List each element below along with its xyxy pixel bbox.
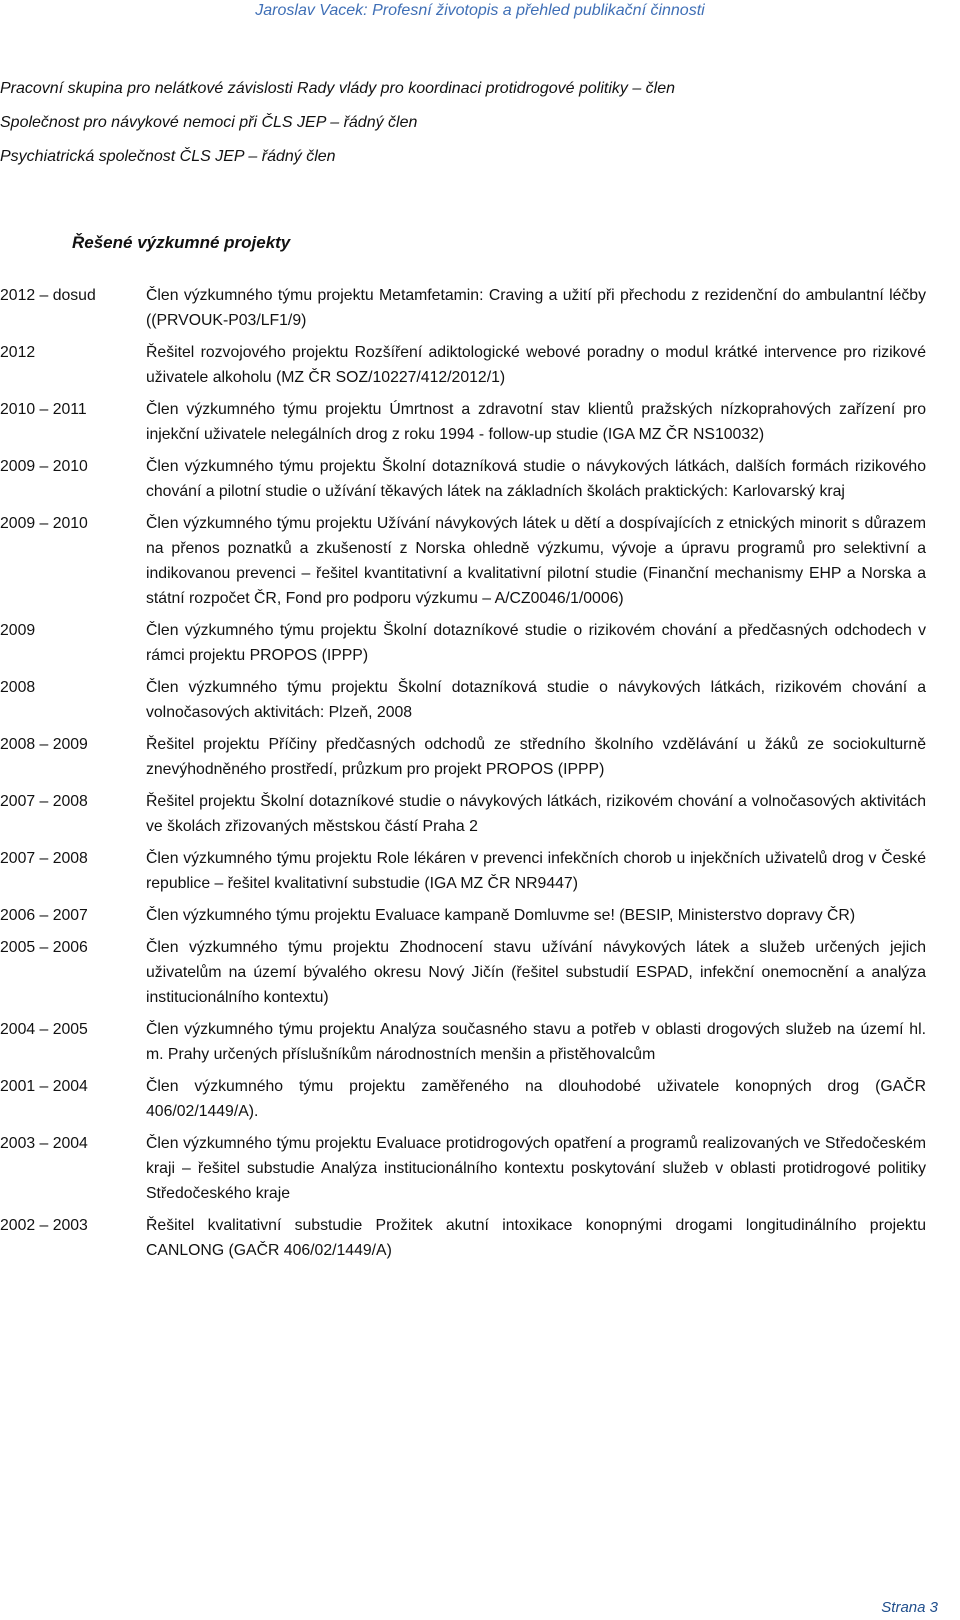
project-years: 2001 – 2004 bbox=[0, 1078, 88, 1095]
project-entry bbox=[0, 732, 960, 782]
project-description: Člen výzkumného týmu projektu Evaluace protidrogových opatření a programů realizovaných ve Středočeském kraji – řešitel substudie Analýza institucionálního kontextu poskytování služeb v oblasti protidrogové politiky Středočeského kraje bbox=[146, 1135, 926, 1202]
project-entry bbox=[0, 1017, 960, 1067]
project-years: 2006 – 2007 bbox=[0, 907, 88, 924]
project-description: Řešitel kvalitativní substudie Prožitek akutní intoxikace konopnými drogami longitudinálního projektu CANLONG (GAČR 406/02/1449/A) bbox=[146, 1217, 926, 1259]
project-years: 2012 – dosud bbox=[0, 287, 96, 304]
page-number: Strana 3 bbox=[881, 1599, 938, 1616]
project-description: Člen výzkumného týmu projektu Zhodnocení stavu užívání návykových látek a služeb určených jejich uživatelům na území bývalého okresu Nový Jičín (řešitel substudií ESPAD, infekční onemocnění a analýza institucionálního kontextu) bbox=[146, 939, 926, 1006]
membership-item: Pracovní skupina pro nelátkové závislosti Rady vlády pro koordinaci protidrogové politiky – člen bbox=[0, 80, 676, 97]
project-description: Člen výzkumného týmu projektu Školní dotazníková studie o návykových látkách, rizikovém chování a volnočasových aktivitách: Plzeň, 2008 bbox=[146, 679, 926, 721]
project-years: 2002 – 2003 bbox=[0, 1217, 88, 1234]
project-entry bbox=[0, 1131, 960, 1206]
project-years: 2004 – 2005 bbox=[0, 1021, 88, 1038]
project-years: 2009 – 2010 bbox=[0, 458, 88, 475]
project-years: 2009 – 2010 bbox=[0, 515, 88, 532]
project-entry bbox=[0, 935, 960, 1010]
page-header: Jaroslav Vacek: Profesní životopis a přehled publikační činnosti bbox=[255, 2, 705, 19]
project-entry bbox=[0, 454, 960, 504]
project-entry bbox=[0, 1213, 960, 1263]
project-years: 2008 bbox=[0, 679, 36, 696]
project-years: 2007 – 2008 bbox=[0, 793, 88, 810]
project-description: Člen výzkumného týmu projektu Analýza současného stavu a potřeb v oblasti drogových služeb na území hl. m. Prahy určených příslušníkům národnostních menšin a přistěhovalcům bbox=[146, 1021, 926, 1063]
project-description: Člen výzkumného týmu projektu Evaluace kampaně Domluvme se! (BESIP, Ministerstvo dopravy ČR) bbox=[146, 907, 856, 924]
project-years: 2005 – 2006 bbox=[0, 939, 88, 956]
project-entry bbox=[0, 1074, 960, 1124]
project-description: Člen výzkumného týmu projektu Školní dotazníková studie o návykových látkách, dalších formách rizikového chování a pilotní studie o užívání těkavých látek na základních školách praktických: Karlovarský kraj bbox=[146, 458, 926, 500]
project-entry bbox=[0, 618, 960, 668]
project-entry bbox=[0, 283, 960, 333]
project-description: Řešitel projektu Příčiny předčasných odchodů ze středního školního vzdělávání u žáků ze sociokulturně znevýhodněného prostředí, průzkum pro projekt PROPOS (IPPP) bbox=[146, 736, 926, 778]
project-entry bbox=[0, 675, 960, 725]
section-title: Řešené výzkumné projekty bbox=[72, 233, 291, 252]
project-entry bbox=[0, 397, 960, 447]
project-years: 2009 bbox=[0, 622, 36, 639]
project-entry bbox=[0, 903, 960, 928]
project-years: 2003 – 2004 bbox=[0, 1135, 88, 1152]
membership-item: Společnost pro návykové nemoci při ČLS JEP – řádný člen bbox=[0, 114, 418, 131]
project-entry bbox=[0, 511, 960, 611]
project-description: Člen výzkumného týmu projektu Metamfetamin: Craving a užití při přechodu z rezidenční do ambulantní léčby ((PRVOUK-P03/LF1/9) bbox=[146, 287, 926, 329]
project-description: Řešitel rozvojového projektu Rozšíření adiktologické webové poradny o modul krátké intervence pro rizikové uživatele alkoholu (MZ ČR SOZ/10227/412/2012/1) bbox=[146, 344, 926, 386]
project-description: Člen výzkumného týmu projektu Školní dotazníkové studie o rizikovém chování a předčasných odchodech v rámci projektu PROPOS (IPPP) bbox=[146, 622, 926, 664]
project-years: 2008 – 2009 bbox=[0, 736, 88, 753]
project-entry bbox=[0, 846, 960, 896]
memberships-list bbox=[0, 72, 930, 174]
project-entry bbox=[0, 340, 960, 390]
project-description: Řešitel projektu Školní dotazníkové studie o návykových látkách, rizikovém chování a volnočasových aktivitách ve školách zřizovaných městskou částí Praha 2 bbox=[146, 793, 926, 835]
membership-item: Psychiatrická společnost ČLS JEP – řádný člen bbox=[0, 148, 336, 165]
project-description: Člen výzkumného týmu projektu zaměřeného na dlouhodobé uživatele konopných drog (GAČR 406/02/1449/A). bbox=[146, 1078, 926, 1120]
project-years: 2007 – 2008 bbox=[0, 850, 88, 867]
project-years: 2012 bbox=[0, 344, 36, 361]
project-description: Člen výzkumného týmu projektu Užívání návykových látek u dětí a dospívajících z etnických minorit s důrazem na přenos poznatků a zkušeností z Norska ohledně výzkumu, vývoje a úpravu programů pro selektivní a indikovanou prevenci – řešitel kvantitativní a kvalitativní pilotní studie (Finanční mechanismy EHP a Norska a státní rozpočet ČR, Fond pro podporu výzkumu – A/CZ0046/1/0006) bbox=[146, 515, 926, 607]
project-description: Člen výzkumného týmu projektu Role lékáren v prevenci infekčních chorob u injekčních uživatelů drog v České republice – řešitel kvalitativní substudie (IGA MZ ČR NR9447) bbox=[146, 850, 926, 892]
project-years: 2010 – 2011 bbox=[0, 401, 87, 418]
project-entry bbox=[0, 789, 960, 839]
projects-list bbox=[0, 283, 960, 1263]
project-description: Člen výzkumného týmu projektu Úmrtnost a zdravotní stav klientů pražských nízkoprahových zařízení pro injekční uživatele nelegálních drog z roku 1994 - follow-up studie (IGA MZ ČR NS10032) bbox=[146, 401, 926, 443]
